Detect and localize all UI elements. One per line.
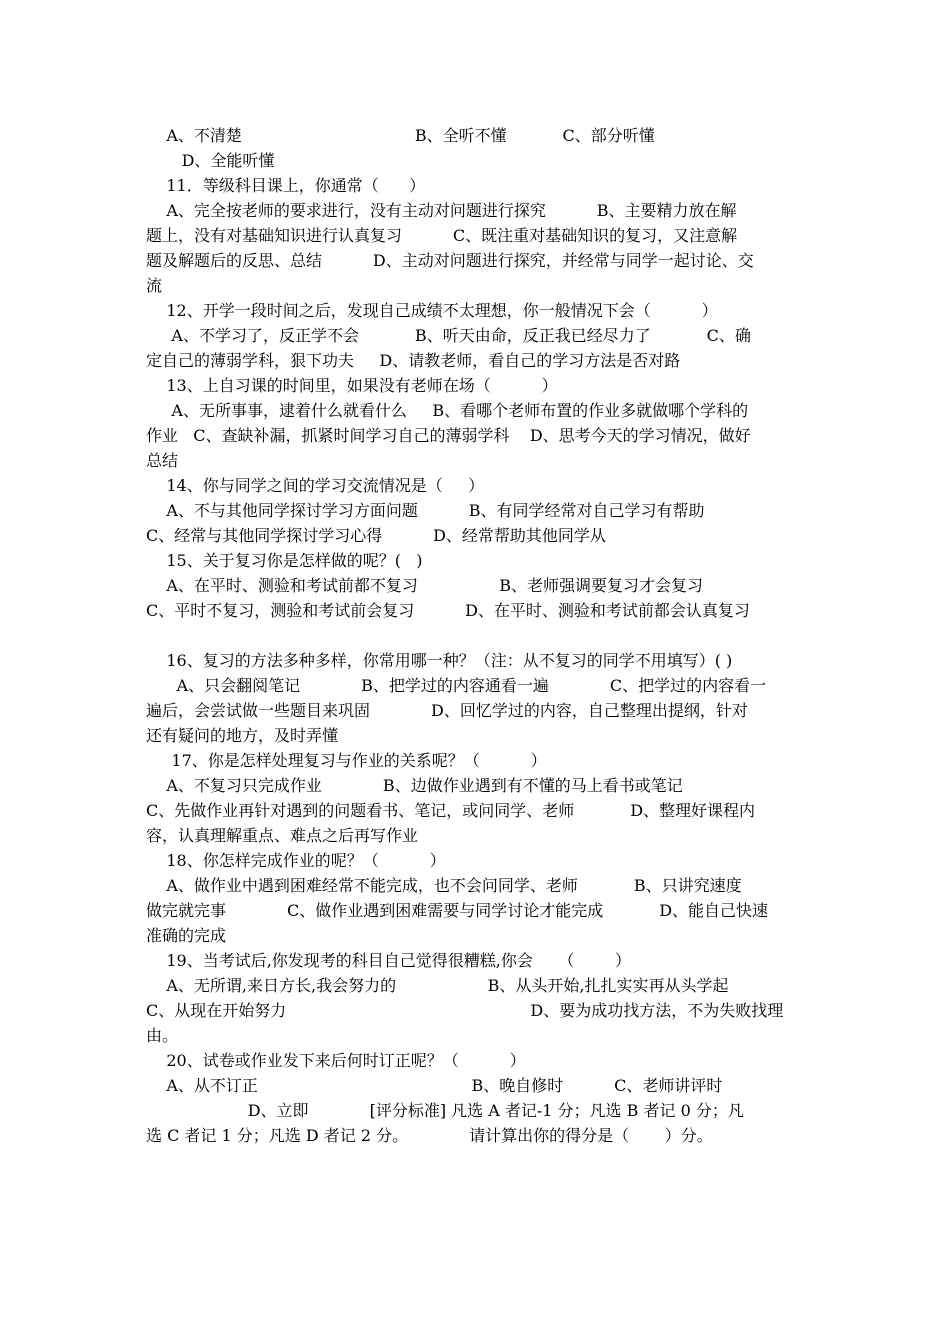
text-line: 做完就完事 C、做作业遇到困难需要与同学讨论才能完成 D、能自己快速 [146,901,769,920]
text-line: D、立即 [评分标准] 凡选 A 者记-1 分；凡选 B 者记 0 分；凡 [146,1101,744,1120]
text-line: 定自己的薄弱学科，狠下功夫 D、请教老师，看自己的学习方法是否对路 [146,351,681,370]
text-line: C、先做作业再针对遇到的问题看书、笔记，或问同学、老师 D、整理好课程内 [146,801,756,820]
text-line: 13、上自习课的时间里，如果没有老师在场（ ） [146,376,558,395]
text-line: 17、你是怎样处理复习与作业的关系呢？（ ） [146,751,547,770]
text-line: A、从不订正 B、晚自修时 C、老师讲评时 [146,1076,723,1095]
text-line: A、不学习了，反正学不会 B、听天由命，反正我已经尽力了 C、确 [146,326,751,345]
text-line: 题及解题后的反思、总结 D、主动对问题进行探究，并经常与同学一起讨论、交 [146,251,754,270]
text-line: 总结 [146,451,179,470]
text-line: 18、你怎样完成作业的呢？（ ） [146,851,446,870]
text-line: A、不清楚 B、全听不懂 C、部分听懂 [146,126,655,145]
text-line: 11．等级科目课上，你通常（ ） [146,176,426,195]
text-line: C、经常与其他同学探讨学习心得 D、经常帮助其他同学从 [146,526,606,545]
text-line: A、不与其他同学探讨学习方面问题 B、有同学经常对自己学习有帮助 [146,501,705,520]
text-line: 12、开学一段时间之后，发现自己成绩不太理想，你一般情况下会（ ） [146,301,718,320]
text-line: 还有疑问的地方，及时弄懂 [146,726,339,745]
text-line: A、完全按老师的要求进行，没有主动对问题进行探究 B、主要精力放在解 [146,201,737,220]
text-line: 题上，没有对基础知识进行认真复习 C、既注重对基础知识的复习，又注意解 [146,226,738,245]
text-line: 准确的完成 [146,926,227,945]
text-line: 遍后，会尝试做一些题目来巩固 D、回忆学过的内容，自己整理出提纲，针对 [146,701,748,720]
text-line: C、从现在开始努力 D、要为成功找方法，不为失败找理 [146,1001,784,1020]
text-line: 16、复习的方法多种多样，你常用哪一种？（注：从不复习的同学不用填写）( ) [146,651,733,670]
text-line: 14、你与同学之间的学习交流情况是（ ） [146,476,485,495]
text-line: 容，认真理解重点、难点之后再写作业 [146,826,419,845]
text-line: 15、关于复习你是怎样做的呢？( ) [146,551,423,570]
text-line: 20、试卷或作业发下来后何时订正呢？（ ） [146,1051,526,1070]
text-line: C、平时不复习，测验和考试前会复习 D、在平时、测验和考试前都会认真复习 [146,601,750,620]
text-line: 19、当考试后,你发现考的科目自己觉得很糟糕,你会 （ ） [146,951,631,970]
text-line: 选 C 者记 1 分；凡选 D 者记 2 分。 请计算出你的得分是（ ）分。 [146,1126,713,1145]
text-line: 流 [146,276,163,295]
text-line: 由。 [146,1026,179,1045]
text-line: D、全能听懂 [146,151,275,170]
text-line: A、无所谓,来日方长,我会努力的 B、从头开始,扎扎实实再从头学起 [146,976,729,995]
text-line: A、无所事事，逮着什么就看什么 B、看哪个老师布置的作业多就做哪个学科的 [146,401,749,420]
text-line: A、只会翻阅笔记 B、把学过的内容通看一遍 C、把学过的内容看一 [146,676,767,695]
text-line: A、在平时、测验和考试前都不复习 B、老师强调要复习才会复习 [146,576,704,595]
text-line: A、做作业中遇到困难经常不能完成，也不会问同学、老师 B、只讲究速度 [146,876,742,895]
text-line: A、不复习只完成作业 B、边做作业遇到有不懂的马上看书或笔记 [146,776,683,795]
text-line: 作业 C、查缺补漏，抓紧时间学习自己的薄弱学科 D、思考今天的学习情况，做好 [146,426,751,445]
